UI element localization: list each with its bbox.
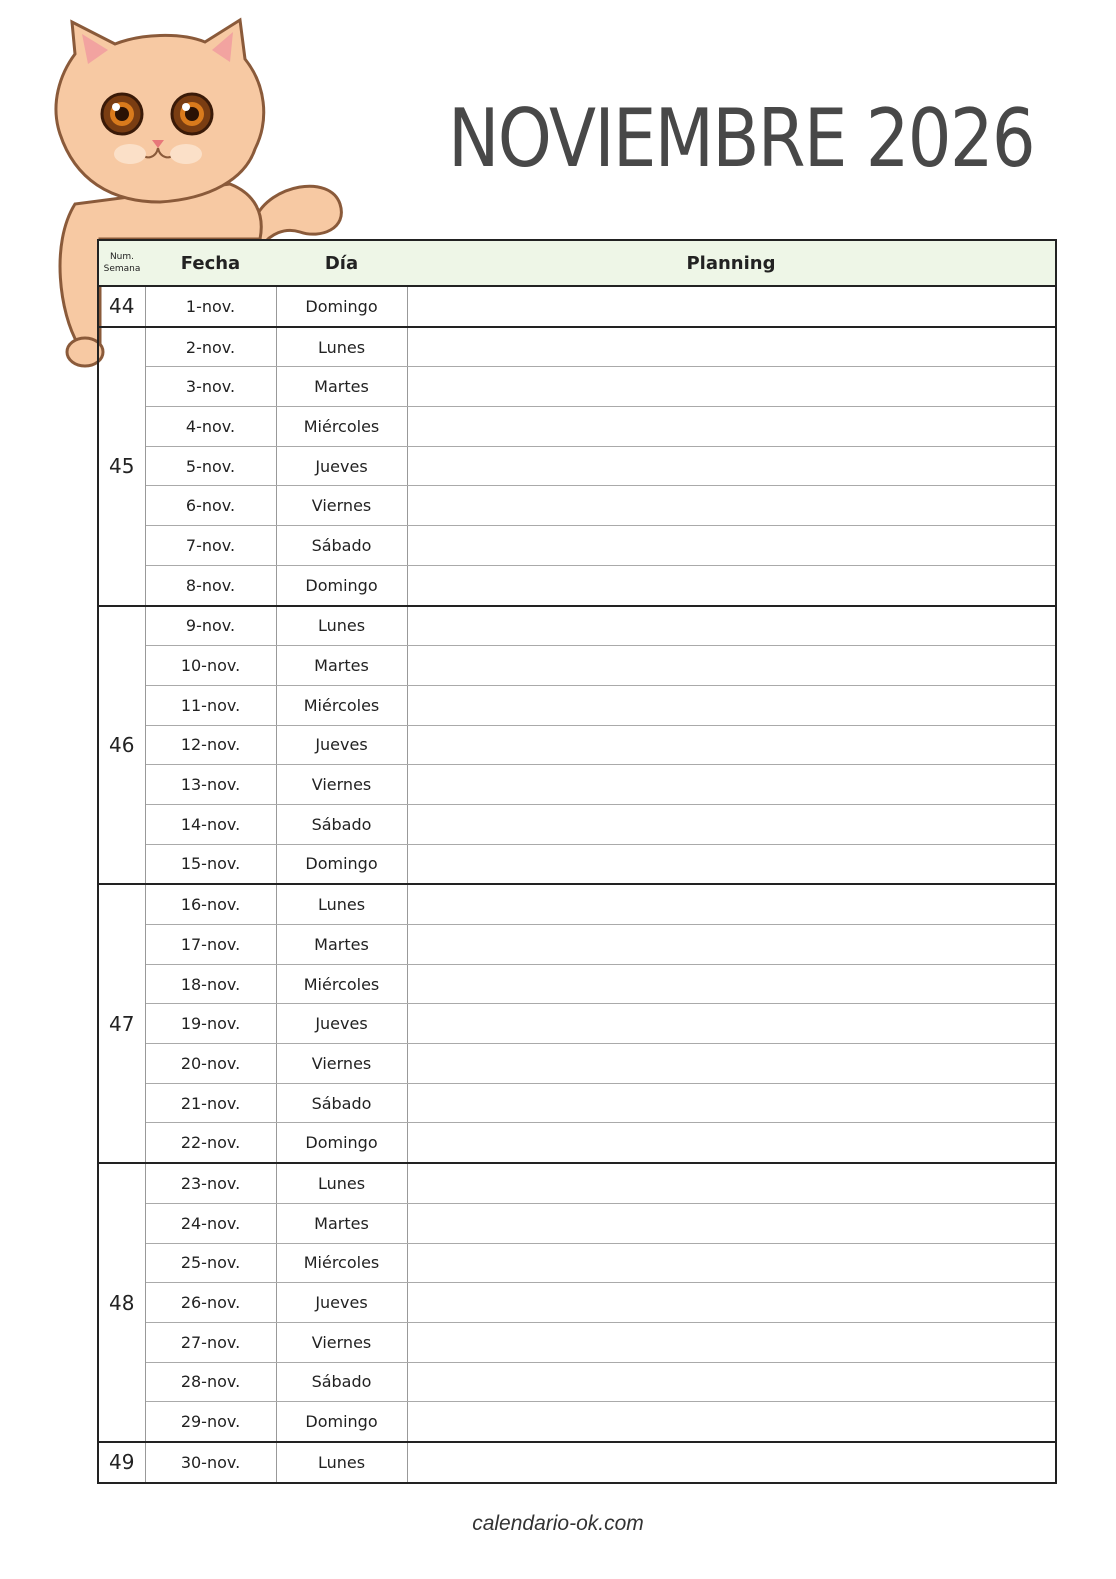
table-row [98,526,1056,566]
date-cell: 13-nov. [145,765,276,805]
page-title: NOVIEMBRE 2026 [448,92,1034,185]
week-header-line1: Num. [109,252,135,262]
planning-cell[interactable] [407,407,1056,447]
day-cell: Sábado [276,1083,407,1123]
day-cell: Lunes [276,606,407,646]
date-cell: 22-nov. [145,1123,276,1163]
day-cell: Miércoles [276,407,407,447]
day-cell: Viernes [276,1322,407,1362]
table-row [98,1123,1056,1163]
day-cell: Miércoles [276,964,407,1004]
week-number-header [98,240,145,286]
date-cell: 8-nov. [145,565,276,605]
table-row [98,804,1056,844]
planning-cell[interactable] [407,286,1056,327]
table-row [98,1004,1056,1044]
date-cell: 4-nov. [145,407,276,447]
date-cell: 3-nov. [145,367,276,407]
table-row [98,646,1056,686]
planning-cell[interactable] [407,964,1056,1004]
table-row [98,1044,1056,1084]
date-cell: 14-nov. [145,804,276,844]
date-cell: 9-nov. [145,606,276,646]
date-cell: 30-nov. [145,1442,276,1483]
date-cell: 26-nov. [145,1283,276,1323]
planning-cell[interactable] [407,925,1056,965]
date-cell: 20-nov. [145,1044,276,1084]
date-cell: 11-nov. [145,685,276,725]
date-cell: 27-nov. [145,1322,276,1362]
table-row [98,1243,1056,1283]
table-row [98,1322,1056,1362]
planning-cell[interactable] [407,765,1056,805]
date-header: Fecha [145,240,276,286]
planning-cell[interactable] [407,367,1056,407]
day-cell: Miércoles [276,685,407,725]
day-cell: Martes [276,367,407,407]
table-row [98,884,1056,924]
planning-cell[interactable] [407,1322,1056,1362]
planning-cell[interactable] [407,1283,1056,1323]
week-number: 48 [98,1163,145,1442]
planning-cell[interactable] [407,1203,1056,1243]
planning-cell[interactable] [407,685,1056,725]
planning-cell[interactable] [407,526,1056,566]
planning-header: Planning [407,240,1056,286]
day-cell: Domingo [276,844,407,884]
table-row [98,1083,1056,1123]
table-row [98,685,1056,725]
day-cell: Jueves [276,1004,407,1044]
day-cell: Martes [276,925,407,965]
date-cell: 28-nov. [145,1362,276,1402]
planning-cell[interactable] [407,1362,1056,1402]
date-cell: 7-nov. [145,526,276,566]
planning-cell[interactable] [407,486,1056,526]
date-cell: 19-nov. [145,1004,276,1044]
table-row [98,565,1056,605]
date-cell: 5-nov. [145,446,276,486]
day-cell: Miércoles [276,1243,407,1283]
planning-cell[interactable] [407,1123,1056,1163]
day-cell: Jueves [276,446,407,486]
date-cell: 10-nov. [145,646,276,686]
planning-cell[interactable] [407,646,1056,686]
planning-cell[interactable] [407,844,1056,884]
date-cell: 12-nov. [145,725,276,765]
date-cell: 29-nov. [145,1402,276,1442]
planning-cell[interactable] [407,1004,1056,1044]
day-cell: Sábado [276,804,407,844]
planning-cell[interactable] [407,804,1056,844]
planning-cell[interactable] [407,725,1056,765]
day-cell: Lunes [276,884,407,924]
date-cell: 24-nov. [145,1203,276,1243]
planning-cell[interactable] [407,327,1056,367]
week-number: 44 [98,286,145,327]
day-cell: Domingo [276,286,407,327]
day-header: Día [276,240,407,286]
table-row [98,286,1056,327]
date-cell: 6-nov. [145,486,276,526]
planning-cell[interactable] [407,565,1056,605]
day-cell: Viernes [276,765,407,805]
date-cell: 16-nov. [145,884,276,924]
week-header-line2: Semana [103,264,141,274]
date-cell: 15-nov. [145,844,276,884]
table-row [98,367,1056,407]
table-row [98,725,1056,765]
planning-cell[interactable] [407,1083,1056,1123]
planning-cell[interactable] [407,606,1056,646]
day-cell: Domingo [276,1402,407,1442]
week-number: 45 [98,327,145,606]
day-cell: Martes [276,646,407,686]
day-cell: Viernes [276,1044,407,1084]
week-number: 49 [98,1442,145,1483]
day-cell: Lunes [276,1442,407,1483]
header-row [98,240,1056,286]
planning-cell[interactable] [407,446,1056,486]
day-cell: Domingo [276,1123,407,1163]
date-cell: 18-nov. [145,964,276,1004]
day-cell: Jueves [276,725,407,765]
date-cell: 21-nov. [145,1083,276,1123]
table-row [98,1203,1056,1243]
date-cell: 23-nov. [145,1163,276,1203]
planning-cell[interactable] [407,1442,1056,1483]
planning-cell[interactable] [407,1044,1056,1084]
table-row [98,327,1056,367]
table-row [98,486,1056,526]
date-cell: 25-nov. [145,1243,276,1283]
table-row [98,925,1056,965]
table-row [98,1442,1056,1483]
table-row [98,446,1056,486]
day-cell: Lunes [276,1163,407,1203]
table-row [98,1283,1056,1323]
planning-cell[interactable] [407,1163,1056,1203]
table-row [98,964,1056,1004]
planning-cell[interactable] [407,1243,1056,1283]
week-number: 46 [98,606,145,885]
day-cell: Sábado [276,1362,407,1402]
day-cell: Domingo [276,565,407,605]
date-cell: 17-nov. [145,925,276,965]
week-number: 47 [98,884,145,1163]
table-row [98,407,1056,447]
planning-cell[interactable] [407,1402,1056,1442]
day-cell: Martes [276,1203,407,1243]
day-cell: Viernes [276,486,407,526]
table-row [98,1163,1056,1203]
table-row [98,1362,1056,1402]
date-cell: 2-nov. [145,327,276,367]
table-row [98,844,1056,884]
day-cell: Sábado [276,526,407,566]
planning-cell[interactable] [407,884,1056,924]
table-row [98,765,1056,805]
table-row [98,606,1056,646]
table-row [98,1402,1056,1442]
footer-site-name: calendario-ok.com [472,1512,644,1535]
day-cell: Jueves [276,1283,407,1323]
planner-table [97,239,1057,1484]
planner-body [98,286,1056,1483]
day-cell: Lunes [276,327,407,367]
date-cell: 1-nov. [145,286,276,327]
